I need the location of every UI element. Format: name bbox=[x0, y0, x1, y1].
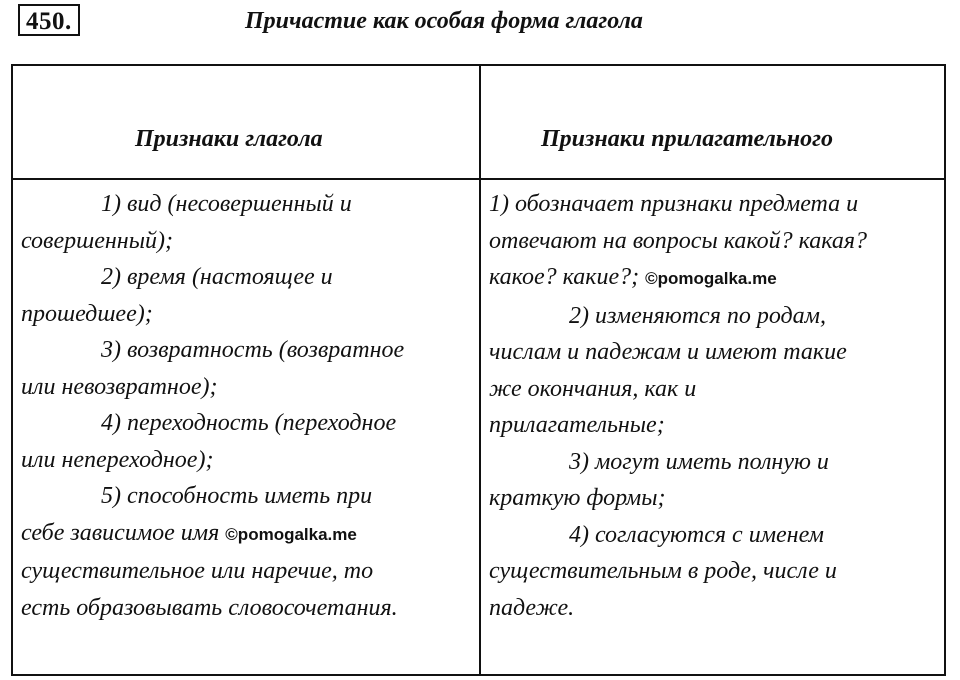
adjective-feature-line: числам и падежам и имеют такие bbox=[489, 339, 847, 365]
verb-feature-line: существительное или наречие, то bbox=[21, 558, 374, 584]
adjective-features-cell bbox=[489, 186, 941, 626]
adjective-feature-line: существительным в роде, числе и bbox=[489, 558, 837, 584]
column-divider bbox=[479, 66, 481, 674]
verb-feature-line: 2) время (настоящее и bbox=[101, 264, 333, 290]
adjective-feature-line: 3) могут иметь полную и bbox=[569, 448, 829, 475]
header-adjective-features: Признаки прилагательного bbox=[541, 126, 833, 152]
adjective-feature-line: отвечают на вопросы какой? какая? bbox=[489, 227, 868, 254]
verb-feature-line: 4) переходность (переходное bbox=[101, 410, 397, 436]
header-verb-features: Признаки глагола bbox=[135, 126, 323, 152]
verb-feature-line: прошедшее); bbox=[21, 300, 153, 327]
verb-feature-line: совершенный); bbox=[21, 227, 173, 254]
adjective-feature-line: 1) обозначает признаки предмета и bbox=[489, 191, 859, 217]
verb-feature-line: 5) способность иметь при bbox=[101, 483, 373, 509]
exercise-number: 450. bbox=[18, 4, 80, 36]
adjective-feature-line: же окончания, как и bbox=[489, 375, 697, 402]
comparison-table bbox=[11, 64, 946, 676]
adjective-feature-line-with-watermark bbox=[489, 259, 941, 298]
adjective-feature-line: прилагательные; bbox=[489, 412, 665, 438]
adjective-feature-text: какое? какие?; bbox=[489, 264, 640, 290]
verb-feature-line: или невозвратное); bbox=[21, 373, 218, 400]
adjective-feature-line: 4) согласуются с именем bbox=[569, 521, 824, 548]
exercise-title: Причастие как особая форма глагола bbox=[245, 8, 643, 34]
verb-feature-text: себе зависимое имя bbox=[21, 519, 220, 546]
verb-feature-line: 3) возвратность (возвратное bbox=[101, 337, 405, 363]
adjective-feature-line: краткую формы; bbox=[489, 485, 666, 511]
watermark-text: ©pomogalka.me bbox=[645, 269, 777, 288]
verb-feature-line: 1) вид (несовершенный и bbox=[101, 191, 352, 217]
header-divider bbox=[13, 178, 944, 180]
verb-feature-line-with-watermark bbox=[21, 515, 473, 554]
adjective-feature-line: 2) изменяются по родам, bbox=[569, 302, 826, 329]
adjective-feature-line: падеже. bbox=[489, 594, 575, 621]
verb-feature-line: или непереходное); bbox=[21, 446, 214, 473]
verb-features-cell bbox=[21, 186, 473, 626]
watermark-text: ©pomogalka.me bbox=[225, 524, 357, 544]
verb-feature-line: есть образовывать словосочетания. bbox=[21, 594, 398, 621]
